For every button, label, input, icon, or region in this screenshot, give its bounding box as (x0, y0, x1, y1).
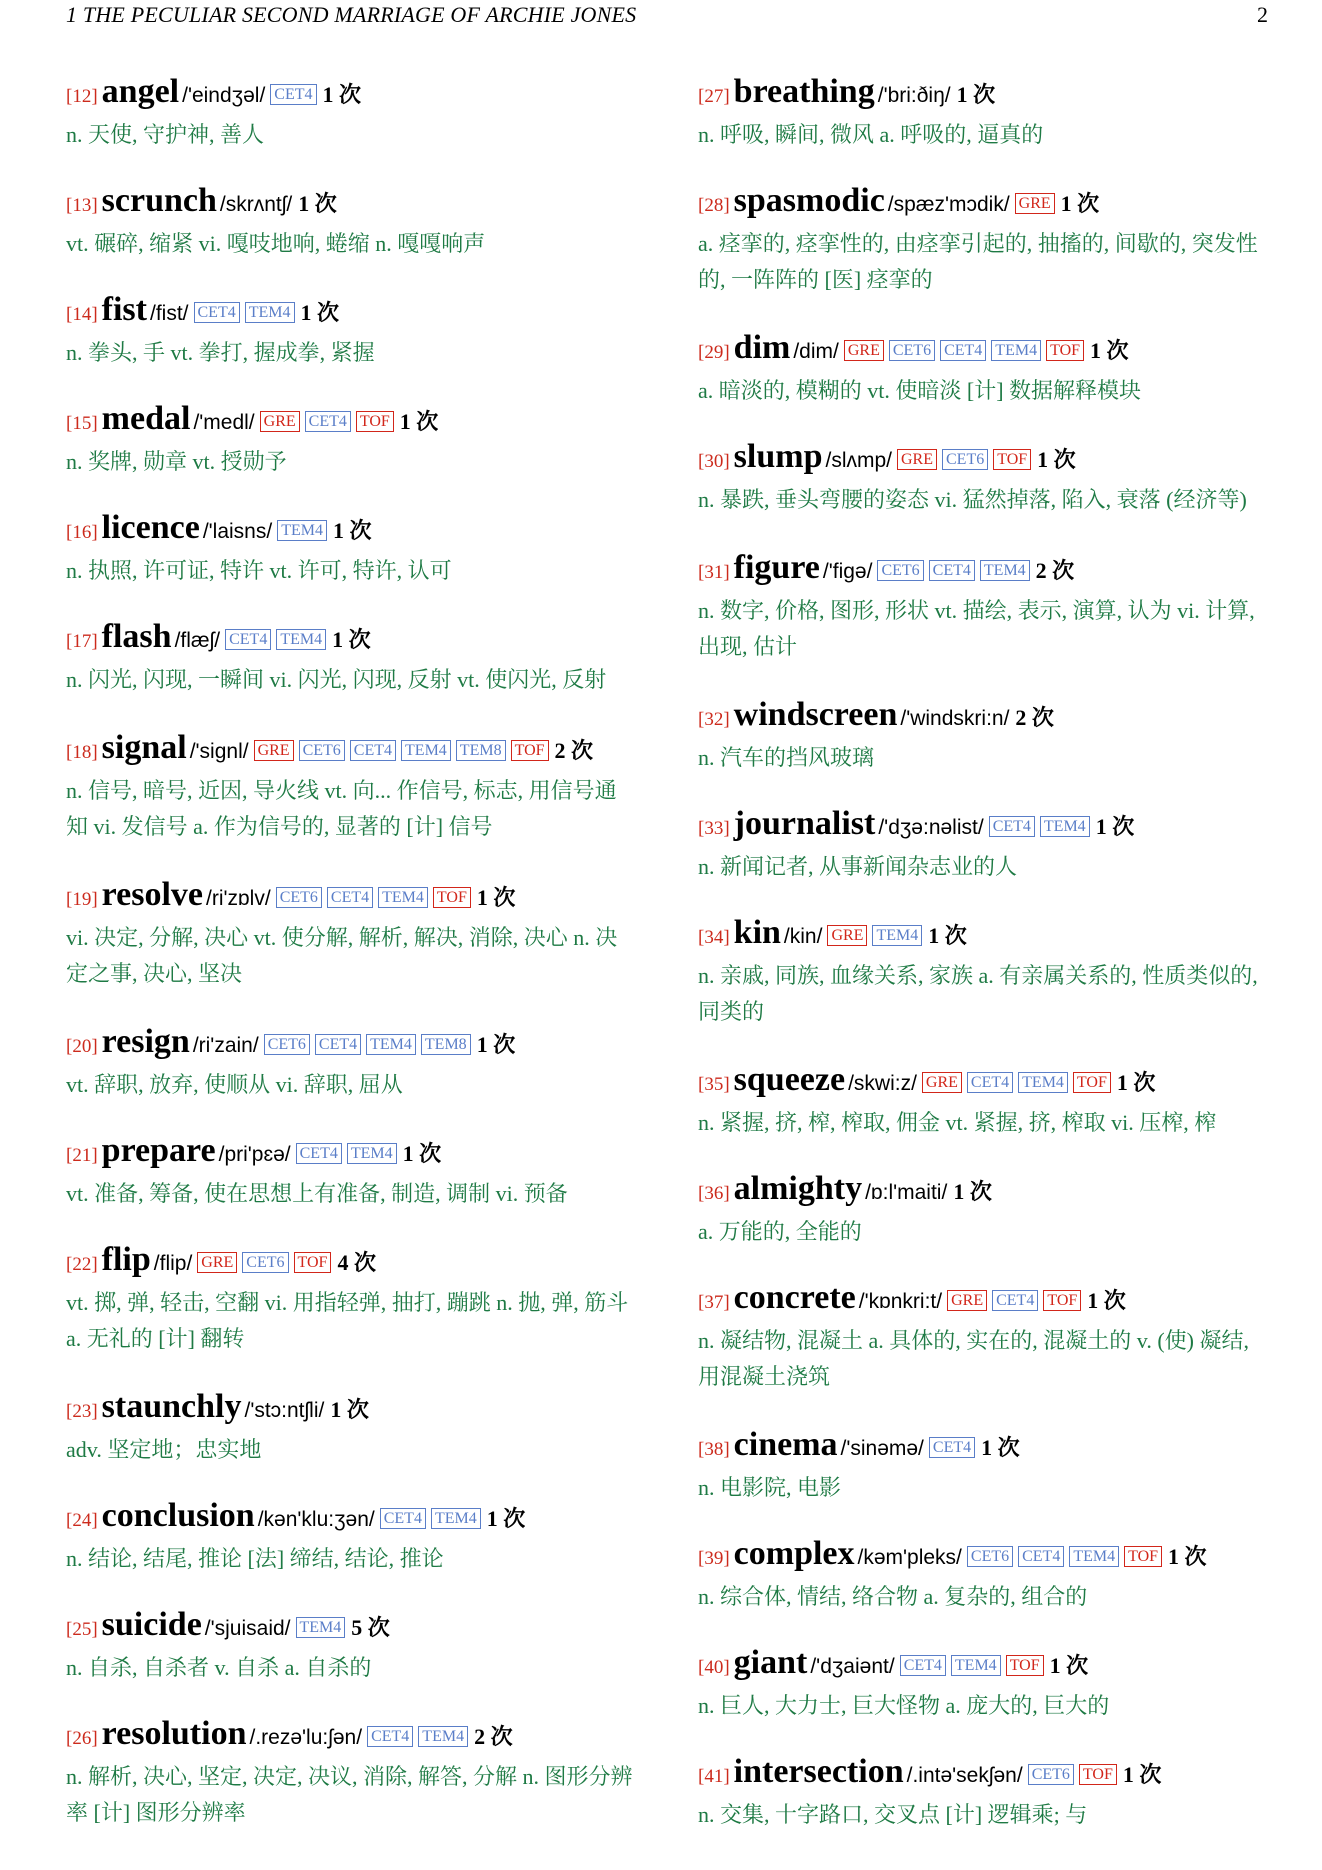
headword: concrete (733, 1279, 856, 1316)
vocab-entry (698, 181, 1268, 298)
definition: n. 结论, 结尾, 推论 [法] 缔结, 结论, 推论 (66, 1546, 444, 1571)
exam-tag-tof: TOF (1006, 1655, 1044, 1676)
occurrence-count: 4 次 (337, 1250, 376, 1275)
phonetic: /'medl/ (193, 411, 255, 434)
entry-number: [14] (66, 304, 98, 325)
left-column (66, 72, 636, 1831)
occurrence-count: 1 次 (953, 1179, 992, 1204)
definition: a. 暗淡的, 模糊的 vt. 使暗淡 [计] 数据解释模块 (698, 378, 1142, 403)
exam-tag-cet4: CET4 (929, 560, 975, 581)
entry-number: [29] (698, 342, 730, 363)
occurrence-count: 1 次 (1060, 191, 1100, 216)
entry-headline (66, 1496, 636, 1541)
entry-number: [38] (698, 1439, 730, 1460)
exam-tag-gre: GRE (897, 449, 937, 470)
exam-tag-gre: GRE (922, 1072, 962, 1093)
entry-headline (66, 1605, 636, 1650)
headword: staunchly (101, 1388, 242, 1425)
vocab-entry (698, 437, 1268, 518)
exam-tag-gre: GRE (254, 740, 294, 761)
phonetic: /'dʒaiənt/ (810, 1655, 895, 1678)
vocab-entry (66, 181, 636, 262)
occurrence-count: 1 次 (1049, 1653, 1089, 1678)
vocab-entry (66, 1131, 636, 1212)
headword: spasmodic (733, 182, 885, 219)
phonetic: /'laisns/ (202, 520, 273, 543)
entry-number: [24] (66, 1510, 98, 1531)
exam-tag-tem4: TEM4 (276, 629, 326, 650)
headword: flip (101, 1241, 151, 1278)
definition: n. 自杀, 自杀者 v. 自杀 a. 自杀的 (66, 1655, 372, 1680)
occurrence-count: 2 次 (474, 1724, 513, 1749)
occurrence-count: 1 次 (322, 82, 362, 107)
vocab-entry (698, 1278, 1268, 1395)
entry-headline (66, 617, 636, 662)
definition: n. 闪光, 闪现, 一瞬间 vi. 闪光, 闪现, 反射 vt. 使闪光, 反射 (66, 667, 607, 692)
headword: licence (101, 509, 200, 546)
phonetic: /kəm'pleks/ (857, 1546, 962, 1569)
definition: n. 电影院, 电影 (698, 1475, 842, 1500)
vocab-entry (66, 290, 636, 371)
entry-number: [34] (698, 927, 730, 948)
occurrence-count: 2 次 (554, 738, 594, 763)
exam-tag-cet4: CET4 (296, 1143, 342, 1164)
occurrence-count: 1 次 (1090, 338, 1129, 363)
phonetic: /ri'zain/ (192, 1034, 259, 1057)
exam-tag-tem4: TEM4 (1040, 816, 1090, 837)
definition: n. 交集, 十字路口, 交叉点 [计] 逻辑乘; 与 (698, 1802, 1088, 1827)
phonetic: /kən'klu:ʒən/ (257, 1508, 375, 1531)
entry-number: [36] (698, 1183, 730, 1204)
exam-tag-cet6: CET6 (299, 740, 345, 761)
entry-headline (698, 1278, 1268, 1323)
definition: vt. 辞职, 放弃, 使顺从 vi. 辞职, 屈从 (66, 1072, 403, 1097)
entry-headline (66, 72, 636, 117)
vocab-entry (698, 1752, 1268, 1833)
entry-headline (698, 181, 1268, 226)
occurrence-count: 1 次 (332, 518, 372, 543)
definition: n. 汽车的挡风玻璃 (698, 745, 875, 770)
vocab-entry (698, 804, 1268, 885)
exam-tag-tem4: TEM4 (991, 340, 1041, 361)
definition: n. 数字, 价格, 图形, 形状 vt. 描绘, 表示, 演算, 认为 vi. 计算, 出现, 估计 (698, 598, 1255, 659)
phonetic: /spæz'mɔdik/ (887, 193, 1010, 216)
headword: prepare (101, 1132, 216, 1169)
entry-headline (698, 913, 1268, 958)
exam-tag-cet4: CET4 (900, 1655, 946, 1676)
entry-headline (698, 1752, 1268, 1797)
phonetic: /.rezə'lu:ʃən/ (249, 1726, 363, 1749)
exam-tag-cet6: CET6 (1028, 1764, 1074, 1785)
headword: dim (733, 329, 791, 366)
entry-headline (66, 181, 636, 226)
entry-number: [22] (66, 1254, 98, 1275)
entry-headline (66, 1714, 636, 1759)
entry-headline (66, 728, 636, 773)
headword: squeeze (733, 1061, 846, 1098)
entry-headline (66, 508, 636, 553)
phonetic: /'eindʒəl/ (182, 84, 266, 107)
vocab-entry (66, 1240, 636, 1357)
phonetic: /ri'zɒlv/ (206, 887, 271, 910)
headword: resign (101, 1023, 190, 1060)
occurrence-count: 1 次 (399, 409, 439, 434)
definition: n. 紧握, 挤, 榨, 榨取, 佣金 vt. 紧握, 挤, 榨取 vi. 压榨, 榨 (698, 1110, 1217, 1135)
exam-tag-tem4: TEM4 (951, 1655, 1001, 1676)
definition: n. 呼吸, 瞬间, 微风 a. 呼吸的, 逼真的 (698, 122, 1044, 147)
exam-tag-cet4: CET4 (315, 1034, 361, 1055)
phonetic: /'kɒnkri:t/ (858, 1290, 943, 1313)
exam-tag-cet4: CET4 (989, 816, 1035, 837)
phonetic: /flip/ (153, 1252, 193, 1275)
occurrence-count: 2 次 (1015, 705, 1054, 730)
vocab-entry (66, 1714, 636, 1831)
headword: conclusion (101, 1497, 255, 1534)
vocab-entry (66, 1605, 636, 1686)
exam-tag-tem4: TEM4 (378, 887, 428, 908)
exam-tag-cet6: CET6 (942, 449, 988, 470)
headword: windscreen (733, 696, 898, 733)
phonetic: /'stɔ:ntʃli/ (244, 1399, 325, 1422)
entry-headline (66, 1240, 636, 1285)
entry-headline (698, 695, 1268, 740)
occurrence-count: 1 次 (300, 300, 340, 325)
page-header (66, 0, 1268, 30)
vocab-entry (698, 1643, 1268, 1724)
entry-headline (66, 399, 636, 444)
entry-number: [35] (698, 1074, 730, 1095)
exam-tag-cet4: CET4 (327, 887, 373, 908)
phonetic: /fist/ (149, 302, 189, 325)
entry-number: [18] (66, 742, 98, 763)
headword: signal (101, 729, 187, 766)
headword: kin (733, 914, 781, 951)
entry-number: [20] (66, 1036, 98, 1057)
definition: n. 信号, 暗号, 近因, 导火线 vt. 向... 作信号, 标志, 用信号通知 vi. 发信号 a. 作为信号的, 显著的 [计] 信号 (66, 778, 617, 839)
headword: angel (101, 73, 180, 110)
headword: resolve (101, 876, 203, 913)
exam-tag-tof: TOF (511, 740, 549, 761)
entry-number: [16] (66, 522, 98, 543)
exam-tag-tem4: TEM4 (245, 302, 295, 323)
vocab-entry (698, 1060, 1268, 1141)
definition: n. 执照, 许可证, 特许 vt. 许可, 特许, 认可 (66, 558, 452, 583)
vocab-entry (66, 508, 636, 589)
headword: almighty (733, 1170, 863, 1207)
headword: giant (733, 1644, 808, 1681)
exam-tag-tem4: TEM4 (277, 520, 327, 541)
vocab-entry (698, 1169, 1268, 1250)
definition: n. 凝结物, 混凝土 a. 具体的, 实在的, 混凝土的 v. (使) 凝结, 用混凝土浇筑 (698, 1328, 1249, 1389)
definition: n. 新闻记者, 从事新闻杂志业的人 (698, 854, 1018, 879)
phonetic: /dim/ (793, 340, 839, 363)
entry-number: [13] (66, 195, 98, 216)
occurrence-count: 1 次 (1087, 1288, 1126, 1313)
headword: medal (101, 400, 191, 437)
exam-tag-cet6: CET6 (242, 1252, 288, 1273)
entry-number: [32] (698, 709, 730, 730)
headword: intersection (733, 1753, 904, 1790)
exam-tag-tem4: TEM4 (401, 740, 451, 761)
entry-number: [37] (698, 1292, 730, 1313)
exam-tag-tem4: TEM4 (431, 1508, 481, 1529)
phonetic: /'sjuisaid/ (204, 1617, 291, 1640)
entry-number: [39] (698, 1548, 730, 1569)
entry-headline (66, 1131, 636, 1176)
occurrence-count: 1 次 (330, 1397, 369, 1422)
phonetic: /skwi:z/ (848, 1072, 917, 1095)
phonetic: /'sinəmə/ (840, 1437, 924, 1460)
definition: n. 天使, 守护神, 善人 (66, 122, 265, 147)
vocab-entry (698, 1534, 1268, 1615)
vocab-entry (66, 1496, 636, 1577)
running-title: 1 THE PECULIAR SECOND MARRIAGE OF ARCHIE JONES (66, 2, 637, 27)
vocab-entry (66, 1387, 636, 1468)
vocab-entry (698, 72, 1268, 153)
entry-number: [27] (698, 86, 730, 107)
occurrence-count: 1 次 (332, 627, 371, 652)
entry-number: [17] (66, 631, 98, 652)
definition: vi. 决定, 分解, 决心 vt. 使分解, 解析, 解决, 消除, 决心 n. 决定之事, 决心, 坚决 (66, 925, 618, 986)
exam-tag-tem4: TEM4 (366, 1034, 416, 1055)
exam-tag-cet4: CET4 (305, 411, 351, 432)
occurrence-count: 1 次 (402, 1141, 442, 1166)
phonetic: /ɒ:l'maiti/ (865, 1181, 948, 1204)
exam-tag-gre: GRE (1015, 193, 1055, 214)
headword: journalist (733, 805, 876, 842)
vocab-entry (698, 913, 1268, 1030)
exam-tag-tof: TOF (993, 449, 1031, 470)
exam-tag-tem8: TEM8 (421, 1034, 471, 1055)
exam-tag-cet4: CET4 (380, 1508, 426, 1529)
phonetic: /'dʒə:nəlist/ (878, 816, 984, 839)
entry-number: [28] (698, 195, 730, 216)
occurrence-count: 1 次 (486, 1506, 526, 1531)
vocab-entry (66, 72, 636, 153)
exam-tag-tof: TOF (356, 411, 394, 432)
exam-tag-tem4: TEM4 (296, 1617, 346, 1638)
phonetic: /slʌmp/ (825, 449, 892, 472)
headword: scrunch (101, 182, 217, 219)
exam-tag-tof: TOF (1073, 1072, 1111, 1093)
exam-tag-cet4: CET4 (940, 340, 986, 361)
exam-tag-tem4: TEM4 (1069, 1546, 1119, 1567)
occurrence-count: 1 次 (1095, 814, 1135, 839)
entry-headline (698, 1060, 1268, 1105)
entry-headline (66, 1022, 636, 1067)
definition: vt. 碾碎, 缩紧 vi. 嘎吱地响, 蜷缩 n. 嘎嘎响声 (66, 231, 486, 256)
exam-tag-cet4: CET4 (967, 1072, 1013, 1093)
exam-tag-tem8: TEM8 (456, 740, 506, 761)
exam-tag-tem4: TEM4 (980, 560, 1030, 581)
entry-number: [25] (66, 1619, 98, 1640)
phonetic: /'windskri:n/ (900, 707, 1010, 730)
vocab-entry (66, 728, 636, 845)
headword: suicide (101, 1606, 202, 1643)
exam-tag-tof: TOF (294, 1252, 332, 1273)
exam-tag-cet6: CET6 (877, 560, 923, 581)
phonetic: /pri'pɛə/ (218, 1143, 291, 1166)
exam-tag-cet6: CET6 (967, 1546, 1013, 1567)
exam-tag-cet4: CET4 (929, 1437, 975, 1458)
definition: n. 暴跌, 垂头弯腰的姿态 vi. 猛然掉落, 陷入, 衰落 (经济等) (698, 487, 1247, 512)
entry-number: [41] (698, 1766, 730, 1787)
phonetic: /skrʌntʃ/ (219, 193, 293, 216)
occurrence-count: 1 次 (476, 885, 516, 910)
occurrence-count: 5 次 (351, 1615, 390, 1640)
definition: n. 综合体, 情结, 络合物 a. 复杂的, 组合的 (698, 1584, 1088, 1609)
vocab-entry (66, 617, 636, 698)
vocab-entry (66, 399, 636, 480)
exam-tag-cet4: CET4 (225, 629, 271, 650)
definition: adv. 坚定地；忠实地 (66, 1437, 262, 1462)
entry-headline (698, 1169, 1268, 1214)
entry-number: [26] (66, 1728, 98, 1749)
entry-number: [40] (698, 1657, 730, 1678)
occurrence-count: 2 次 (1035, 558, 1075, 583)
phonetic: /flæʃ/ (174, 629, 221, 652)
definition: n. 拳头, 手 vt. 拳打, 握成拳, 紧握 (66, 340, 375, 365)
vocab-entry (698, 328, 1268, 409)
phonetic: /'figə/ (822, 560, 873, 583)
exam-tag-gre: GRE (827, 925, 867, 946)
vocab-entry (698, 1425, 1268, 1506)
phonetic: /kin/ (783, 925, 823, 948)
exam-tag-cet4: CET4 (992, 1290, 1038, 1311)
exam-tag-tem4: TEM4 (347, 1143, 397, 1164)
entry-number: [33] (698, 818, 730, 839)
headword: figure (733, 549, 820, 586)
entry-number: [30] (698, 451, 730, 472)
definition: a. 万能的, 全能的 (698, 1219, 862, 1244)
exam-tag-tof: TOF (1043, 1290, 1081, 1311)
entry-headline (698, 804, 1268, 849)
occurrence-count: 1 次 (956, 82, 996, 107)
exam-tag-tem4: TEM4 (418, 1726, 468, 1747)
occurrence-count: 1 次 (298, 191, 337, 216)
entry-number: [19] (66, 889, 98, 910)
headword: resolution (101, 1715, 247, 1752)
exam-tag-tem4: TEM4 (1018, 1072, 1068, 1093)
exam-tag-cet4: CET4 (350, 740, 396, 761)
definition: n. 解析, 决心, 坚定, 决定, 决议, 消除, 解答, 分解 n. 图形分辨率 [计] 图形分辨率 (66, 1764, 633, 1825)
phonetic: /'bri:ðiŋ/ (877, 84, 951, 107)
vocab-entry (66, 1022, 636, 1103)
entry-headline (698, 437, 1268, 482)
entry-number: [12] (66, 86, 98, 107)
definition: vt. 掷, 弹, 轻击, 空翻 vi. 用指轻弹, 抽打, 蹦跳 n. 抛, 弹, 筋斗 a. 无礼的 [计] 翻转 (66, 1290, 629, 1351)
exam-tag-cet4: CET4 (270, 84, 316, 105)
entry-number: [23] (66, 1401, 98, 1422)
occurrence-count: 1 次 (476, 1032, 516, 1057)
entry-number: [31] (698, 562, 730, 583)
definition: vt. 准备, 筹备, 使在思想上有准备, 制造, 调制 vi. 预备 (66, 1181, 568, 1206)
headword: cinema (733, 1426, 838, 1463)
page-number: 2 (1257, 2, 1268, 27)
entry-number: [15] (66, 413, 98, 434)
exam-tag-tof: TOF (1079, 1764, 1117, 1785)
exam-tag-tem4: TEM4 (872, 925, 922, 946)
entry-headline (698, 328, 1268, 373)
exam-tag-gre: GRE (947, 1290, 987, 1311)
exam-tag-cet6: CET6 (264, 1034, 310, 1055)
entry-headline (698, 1643, 1268, 1688)
entry-headline (698, 72, 1268, 117)
definition: a. 痉挛的, 痉挛性的, 由痉挛引起的, 抽搐的, 间歇的, 突发性的, 一阵阵的 [医] 痉挛的 (698, 231, 1258, 292)
entry-headline (66, 875, 636, 920)
phonetic: /'signl/ (189, 740, 249, 763)
exam-tag-cet4: CET4 (1018, 1546, 1064, 1567)
exam-tag-gre: GRE (844, 340, 884, 361)
exam-tag-cet4: CET4 (367, 1726, 413, 1747)
headword: complex (733, 1535, 855, 1572)
exam-tag-tof: TOF (1124, 1546, 1162, 1567)
exam-tag-tof: TOF (433, 887, 471, 908)
phonetic: /.intə'sekʃən/ (906, 1764, 1023, 1787)
entry-headline (66, 290, 636, 335)
headword: flash (101, 618, 172, 655)
exam-tag-gre: GRE (260, 411, 300, 432)
vocab-entry (66, 875, 636, 992)
vocab-entry (698, 548, 1268, 665)
occurrence-count: 1 次 (1122, 1762, 1162, 1787)
headword: breathing (733, 73, 875, 110)
entry-headline (698, 1425, 1268, 1470)
vocab-entry (698, 695, 1268, 776)
definition: n. 奖牌, 勋章 vt. 授勋予 (66, 449, 287, 474)
entry-number: [21] (66, 1145, 98, 1166)
exam-tag-cet6: CET6 (276, 887, 322, 908)
occurrence-count: 1 次 (981, 1435, 1020, 1460)
entry-headline (698, 548, 1268, 593)
occurrence-count: 1 次 (1168, 1544, 1207, 1569)
exam-tag-cet6: CET6 (889, 340, 935, 361)
occurrence-count: 1 次 (1037, 447, 1076, 472)
headword: slump (733, 438, 823, 475)
entry-headline (66, 1387, 636, 1432)
right-column (698, 72, 1268, 1833)
exam-tag-gre: GRE (197, 1252, 237, 1273)
occurrence-count: 1 次 (928, 923, 967, 948)
occurrence-count: 1 次 (1116, 1070, 1156, 1095)
entry-headline (698, 1534, 1268, 1579)
definition: n. 巨人, 大力士, 巨大怪物 a. 庞大的, 巨大的 (698, 1693, 1110, 1718)
headword: fist (101, 291, 147, 328)
exam-tag-tof: TOF (1046, 340, 1084, 361)
definition: n. 亲戚, 同族, 血缘关系, 家族 a. 有亲属关系的, 性质类似的, 同类的 (698, 963, 1258, 1024)
exam-tag-cet4: CET4 (194, 302, 240, 323)
